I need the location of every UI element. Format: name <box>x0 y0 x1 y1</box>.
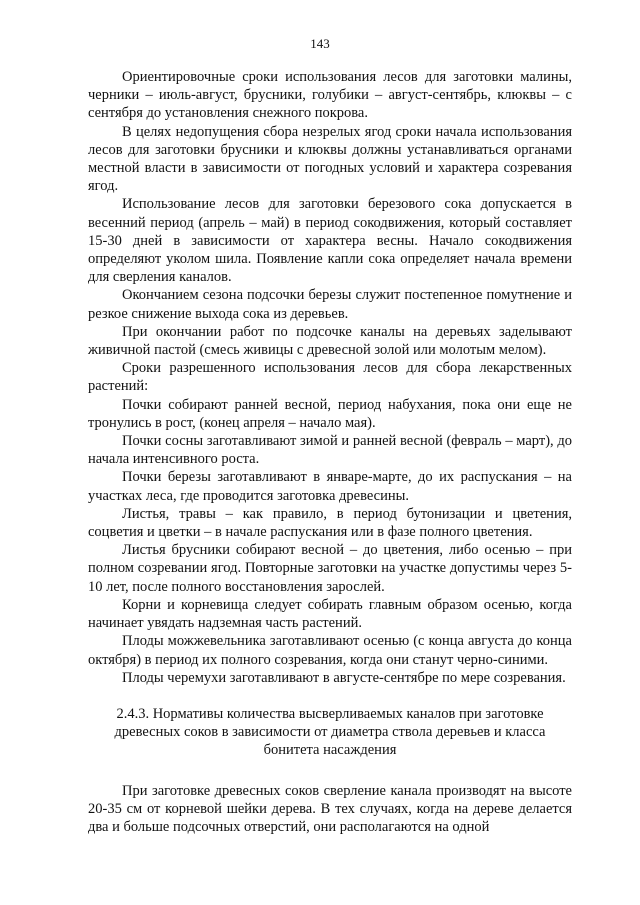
paragraph-medicinal-intro: Сроки разрешенного использования лесов для сбора лекарственных растений: <box>88 360 572 395</box>
paragraph-juniper: Плоды можжевельника заготавливают осенью (с конца августа до конца октября) в период их полного созревания, когда они станут черно-синими. <box>88 633 572 668</box>
paragraph-berry-dates: Ориентировочные сроки использования лесов для заготовки малины, черники – июль-август, брусники, голубики – август-сентябрь, клюквы – с сентября до установления снежного покрова. <box>88 69 572 122</box>
body-text <box>88 68 572 836</box>
section-heading: 2.4.3. Нормативы количества высверливаемых каналов при заготовке древесных соков в зависимости от диаметра ствола деревьев и класса бонитета насаждения <box>114 705 546 759</box>
paragraph-season-end: Окончанием сезона подсочки березы служит постепенное помутнение и резкое снижение выхода сока из деревьев. <box>88 287 572 322</box>
paragraph-lingonberry-leaves: Листья брусники собирают весной – до цветения, либо осенью – при полном созревании ягод. Повторные заготовки на участке допустимы через 5-10 лет, после полного восстановления зарослей. <box>88 542 572 595</box>
paragraph-buds: Почки собирают ранней весной, период набухания, пока они еще не тронулись в рост, (конец апреля – начало мая). <box>88 396 572 431</box>
paragraph-bird-cherry: Плоды черемухи заготавливают в августе-сентябре по мере созревания. <box>122 669 566 686</box>
paragraph-drilling-height: При заготовке древесных соков сверление канала производят на высоте 20-35 см от корневой шейки дерева. В тех случаях, когда на дереве делается два и больше подсочных отверстий, они располагаются на одной <box>88 782 572 835</box>
paragraph-birch-sap: Использование лесов для заготовки березового сока допускается в весенний период (апрель – май) в период сокодвижения, который составляет 15-30 дней в зависимости от характера весны. Начало сокодвижения определяют уколом шила. Появление капли сока определяет начала времени для сверления каналов. <box>88 196 572 286</box>
paragraph-pine-buds: Почки сосны заготавливают зимой и ранней весной (февраль – март), до начала интенсивного роста. <box>88 433 572 468</box>
paragraph-roots: Корни и корневища следует собирать главным образом осенью, когда начинает увядать надземная часть растений. <box>88 596 572 632</box>
paragraph-channel-sealing: При окончании работ по подсочке каналы на деревьях заделывают живичной пастой (смесь живицы с древесной золой или молотым мелом). <box>88 323 572 359</box>
paragraph-birch-buds: Почки березы заготавливают в январе-марте, до их распускания – на участках леса, где проводится заготовка древесины. <box>88 469 572 504</box>
paragraph-unripe-berries: В целях недопущения сбора незрелых ягод сроки начала использования лесов для заготовки брусники и клюквы должны устанавливаться органами местной власти в зависимости от погодных условий и характера созревания ягод. <box>88 123 572 195</box>
paragraph-leaves-herbs: Листья, травы – как правило, в период бутонизации и цветения, соцветия и цветки – в начале распускания или в фазе полного цветения. <box>88 505 572 541</box>
page-number: 143 <box>310 36 330 51</box>
